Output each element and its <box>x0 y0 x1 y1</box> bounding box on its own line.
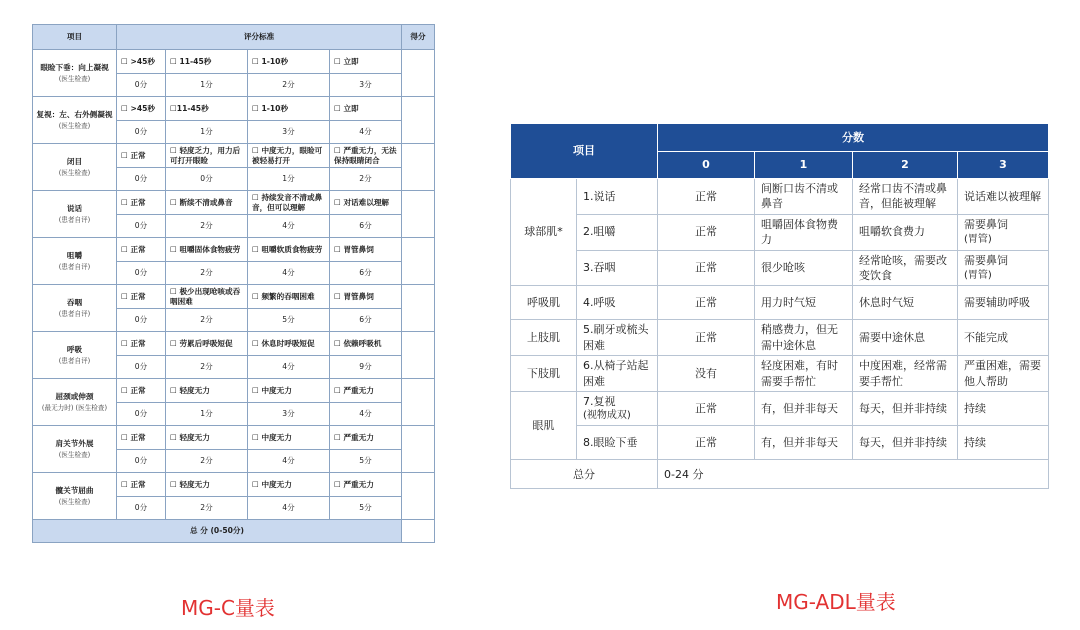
adl-score-text: 说话难以被理解 <box>964 189 1041 203</box>
mgc-option-checkbox[interactable]: ☐ 立即 <box>330 50 402 74</box>
mgc-header-criteria: 评分标准 <box>117 25 402 50</box>
adl-score-text: 严重困难，需要他人帮助 <box>964 359 1041 388</box>
mgc-points-cell: 2分 <box>166 497 248 520</box>
mgc-option-checkbox[interactable]: ☐11-45秒 <box>166 97 248 121</box>
mgc-item-name: 吞咽 <box>66 298 83 308</box>
adl-score-cell <box>755 250 853 286</box>
mgc-item-name: 髋关节屈曲 <box>55 486 94 496</box>
mgc-option-checkbox[interactable]: ☐ 胃管鼻饲 <box>330 238 402 262</box>
adl-score-cell <box>658 286 755 320</box>
adl-score-text: 稍感费力，但无需中途休息 <box>761 323 838 352</box>
adl-score-cell <box>853 391 958 425</box>
adl-score-text: 不能完成 <box>964 331 1008 345</box>
mgc-option-checkbox[interactable]: ☐ 正常 <box>117 238 166 262</box>
mgc-score-cell[interactable] <box>402 238 435 285</box>
mgc-option-checkbox[interactable]: ☐ 对话难以理解 <box>330 191 402 215</box>
mgc-score-cell[interactable] <box>402 191 435 238</box>
adl-total-value: 0-24 分 <box>658 460 1049 489</box>
adl-row <box>511 426 1049 460</box>
mgc-points-cell: 0分 <box>117 497 166 520</box>
adl-score-text: 经常呛咳，需要改变饮食 <box>859 253 947 282</box>
mgc-points-cell: 2分 <box>330 168 402 191</box>
mgc-option-row <box>33 144 435 168</box>
mgc-option-checkbox[interactable]: ☐ 轻度无力 <box>166 426 248 450</box>
mgc-points-cell: 1分 <box>166 121 248 144</box>
adl-score-cell <box>958 426 1049 460</box>
adl-score-text: 正常 <box>695 189 717 203</box>
adl-score-cell <box>658 356 755 392</box>
adl-item-label: 2.咀嚼 <box>583 225 616 239</box>
mgc-item-examiner: (医生检查) <box>58 497 91 506</box>
adl-item-cell <box>577 356 658 392</box>
mgc-option-row <box>33 379 435 403</box>
adl-score-text: 正常 <box>695 261 717 275</box>
adl-score-text: 需要中途休息 <box>859 331 925 345</box>
mgc-option-checkbox[interactable]: ☐ 严重无力 <box>330 473 402 497</box>
adl-score-text: 正常 <box>695 296 717 310</box>
mgc-option-checkbox[interactable]: ☐ 频繁的吞咽困难 <box>248 285 330 309</box>
mgc-option-row <box>33 191 435 215</box>
adl-category-cell: 上肢肌 <box>511 320 577 356</box>
mgc-header-item: 项目 <box>33 25 117 50</box>
mgc-option-checkbox[interactable]: ☐ 轻度无力 <box>166 379 248 403</box>
mgc-points-cell: 6分 <box>330 215 402 238</box>
adl-category-cell: 眼肌 <box>511 391 577 459</box>
adl-score-text: 需要鼻饲 <box>964 254 1008 268</box>
adl-score-cell <box>658 320 755 356</box>
mgc-points-cell: 2分 <box>166 450 248 473</box>
adl-item-label: 7.复视 <box>583 394 616 408</box>
adl-score-text: 没有 <box>695 366 717 380</box>
adl-category-cell: 呼吸肌 <box>511 286 577 320</box>
mgc-points-cell: 0分 <box>117 309 166 332</box>
mgc-header-score: 得分 <box>402 25 435 50</box>
adl-item-label: 6.从椅子站起困难 <box>583 359 649 388</box>
mgc-points-cell: 4分 <box>248 356 330 379</box>
mgc-option-row <box>33 426 435 450</box>
mgc-item-examiner: (患者自评) <box>58 309 91 318</box>
mgc-option-checkbox[interactable]: ☐ 休息时呼吸短促 <box>248 332 330 356</box>
adl-score-cell <box>958 286 1049 320</box>
mgc-points-cell: 0分 <box>117 262 166 285</box>
adl-score-cell <box>658 179 755 215</box>
adl-score-cell <box>853 214 958 250</box>
adl-header-row <box>511 124 1049 152</box>
mgc-points-cell: 4分 <box>248 262 330 285</box>
mgc-option-checkbox[interactable]: ☐ 严重无力 <box>330 426 402 450</box>
adl-category-cell: 球部肌* <box>511 179 577 286</box>
mgc-points-cell: 3分 <box>248 403 330 426</box>
adl-score-text: 很少呛咳 <box>761 261 805 275</box>
mgc-total-row <box>33 520 435 543</box>
mgc-option-checkbox[interactable]: ☐ >45秒 <box>117 50 166 74</box>
adl-score-cell <box>853 356 958 392</box>
adl-total-row <box>511 460 1049 489</box>
adl-item-cell <box>577 426 658 460</box>
mgc-item-name: 肩关节外展 <box>55 439 94 449</box>
adl-score-note: (胃管) <box>964 269 992 281</box>
mgc-option-row <box>33 97 435 121</box>
mgc-item-name: 说话 <box>66 204 83 214</box>
adl-item-label: 5.刷牙或梳头困难 <box>583 323 649 352</box>
mgc-option-checkbox[interactable]: ☐ 中度无力 <box>248 379 330 403</box>
mgc-item-cell <box>33 238 117 285</box>
adl-item-label: 1.说话 <box>583 189 616 203</box>
adl-row <box>511 320 1049 356</box>
mgc-item-cell <box>33 50 117 97</box>
adl-score-cell <box>755 356 853 392</box>
adl-row <box>511 356 1049 392</box>
mgc-item-cell <box>33 379 117 426</box>
mgc-total-score-cell[interactable] <box>402 520 435 543</box>
mgc-option-checkbox[interactable]: ☐ 咀嚼软质食物疲劳 <box>248 238 330 262</box>
mgc-option-checkbox[interactable]: ☐ 正常 <box>117 191 166 215</box>
adl-score-text: 间断口齿不清或鼻音 <box>761 182 838 211</box>
mgc-item-cell <box>33 144 117 191</box>
adl-category-cell: 下肢肌 <box>511 356 577 392</box>
mgc-item-examiner: (医生检查) <box>58 74 91 83</box>
mgc-option-checkbox[interactable]: ☐ 严重无力 <box>330 379 402 403</box>
mgc-points-cell: 0分 <box>117 215 166 238</box>
mgc-header-row <box>33 25 435 50</box>
mgc-points-cell: 3分 <box>248 121 330 144</box>
mgc-points-cell: 4分 <box>330 403 402 426</box>
adl-row <box>511 179 1049 215</box>
mgc-option-checkbox[interactable]: ☐ 1-10秒 <box>248 50 330 74</box>
mgc-option-checkbox[interactable]: ☐ 极少出现呛咳或吞咽困难 <box>166 285 248 309</box>
mgc-points-cell: 0分 <box>117 450 166 473</box>
adl-score-cell <box>658 426 755 460</box>
mgc-option-checkbox[interactable]: ☐ 1-10秒 <box>248 97 330 121</box>
adl-score-text: 持续 <box>964 436 986 450</box>
mg-c-caption: MG-C量表 <box>181 596 275 620</box>
mgc-option-checkbox[interactable]: ☐ 劳累后呼吸短促 <box>166 332 248 356</box>
mgc-option-checkbox[interactable]: ☐ 立即 <box>330 97 402 121</box>
adl-score-text: 正常 <box>695 225 717 239</box>
mgc-item-name: 屈颈或伸颈 <box>55 392 94 402</box>
adl-item-cell <box>577 320 658 356</box>
adl-score-text: 咀嚼软食费力 <box>859 225 925 239</box>
mgc-option-checkbox[interactable]: ☐ 轻度无力 <box>166 473 248 497</box>
adl-item-cell <box>577 179 658 215</box>
mgc-option-checkbox[interactable]: ☐ 正常 <box>117 426 166 450</box>
mgc-points-cell: 4分 <box>248 215 330 238</box>
adl-score-text: 轻度困难，有时需要手帮忙 <box>761 359 838 388</box>
adl-score-text: 经常口齿不清或鼻音，但能被理解 <box>859 182 947 211</box>
adl-item-label: 8.眼睑下垂 <box>583 436 638 450</box>
adl-item-label: 4.呼吸 <box>583 296 616 310</box>
adl-score-text: 正常 <box>695 401 717 415</box>
mgc-item-name: 复视：左、右外侧凝视 <box>36 110 113 120</box>
adl-row <box>511 391 1049 425</box>
adl-score-cell <box>853 250 958 286</box>
mgc-item-examiner: (患者自评) <box>58 356 91 365</box>
mgc-option-checkbox[interactable]: ☐ 轻度乏力，用力后可打开眼睑 <box>166 144 248 168</box>
adl-score-cell <box>853 179 958 215</box>
mgc-item-examiner: (患者自评) <box>58 262 91 271</box>
mgc-option-row <box>33 332 435 356</box>
adl-score-cell <box>958 214 1049 250</box>
mgc-item-examiner: (医生检查) <box>58 168 91 177</box>
mgc-points-cell: 5分 <box>330 497 402 520</box>
mgc-points-cell: 2分 <box>166 262 248 285</box>
mgc-total-label: 总 分 (0-50分) <box>33 520 402 543</box>
adl-score-cell <box>658 214 755 250</box>
mgc-item-cell <box>33 97 117 144</box>
mgc-option-checkbox[interactable]: ☐ 持续发音不清或鼻音，但可以理解 <box>248 191 330 215</box>
mgc-score-cell[interactable] <box>402 285 435 332</box>
mgc-option-row <box>33 285 435 309</box>
mgc-points-cell: 2分 <box>166 215 248 238</box>
mgc-score-cell[interactable] <box>402 144 435 191</box>
adl-score-cell <box>755 286 853 320</box>
mgc-points-cell: 0分 <box>117 168 166 191</box>
adl-item-cell <box>577 286 658 320</box>
mgc-option-checkbox[interactable]: ☐ >45秒 <box>117 97 166 121</box>
mgc-points-cell: 0分 <box>166 168 248 191</box>
mgc-score-cell[interactable] <box>402 379 435 426</box>
mgc-points-cell: 0分 <box>117 356 166 379</box>
mgc-points-cell: 4分 <box>248 450 330 473</box>
mgc-item-name: 呼吸 <box>66 345 83 355</box>
adl-level-0: 0 <box>658 152 755 179</box>
adl-level-3: 3 <box>958 152 1049 179</box>
mgc-item-examiner: (最无力时) (医生检查) <box>41 403 108 412</box>
mgc-option-checkbox[interactable]: ☐ 中度无力 <box>248 426 330 450</box>
mgc-points-cell: 6分 <box>330 309 402 332</box>
mgc-option-row <box>33 473 435 497</box>
adl-score-cell <box>658 250 755 286</box>
mgc-points-cell: 2分 <box>166 356 248 379</box>
mgc-score-cell[interactable] <box>402 50 435 97</box>
adl-row <box>511 286 1049 320</box>
mgc-item-cell <box>33 473 117 520</box>
adl-row <box>511 214 1049 250</box>
adl-score-text: 中度困难，经常需要手帮忙 <box>859 359 947 388</box>
mgc-points-cell: 1分 <box>248 168 330 191</box>
mgc-item-name: 闭目 <box>66 157 83 167</box>
adl-score-cell <box>958 179 1049 215</box>
mg-c-scale-table <box>32 24 435 543</box>
mgc-item-name: 眼睑下垂：向上凝视 <box>40 63 109 73</box>
adl-score-text: 有，但并非每天 <box>761 401 838 415</box>
mgc-points-cell: 0分 <box>117 121 166 144</box>
adl-score-text: 正常 <box>695 436 717 450</box>
mgc-points-cell: 4分 <box>248 497 330 520</box>
mgc-item-examiner: (医生检查) <box>58 450 91 459</box>
adl-item-note: (视物成双) <box>583 410 631 422</box>
mgc-points-cell: 1分 <box>166 74 248 97</box>
adl-score-cell <box>755 179 853 215</box>
mgc-score-cell[interactable] <box>402 473 435 520</box>
mgc-option-checkbox[interactable]: ☐ 正常 <box>117 285 166 309</box>
mg-adl-scale-table <box>510 123 1049 489</box>
adl-score-text: 每天，但并非持续 <box>859 436 947 450</box>
adl-score-text: 持续 <box>964 401 986 415</box>
mgc-points-cell: 0分 <box>117 403 166 426</box>
mgc-points-cell: 6分 <box>330 262 402 285</box>
mgc-option-checkbox[interactable]: ☐ 断续不清或鼻音 <box>166 191 248 215</box>
mgc-points-cell: 0分 <box>117 74 166 97</box>
adl-header-item: 项目 <box>511 124 658 179</box>
adl-total-label: 总分 <box>511 460 658 489</box>
mgc-score-cell[interactable] <box>402 332 435 379</box>
adl-score-text: 咀嚼固体食物费力 <box>761 217 838 247</box>
mgc-option-checkbox[interactable]: ☐ 11-45秒 <box>166 50 248 74</box>
adl-item-cell <box>577 391 658 425</box>
mgc-score-cell[interactable] <box>402 426 435 473</box>
adl-score-cell <box>755 391 853 425</box>
mgc-option-checkbox[interactable]: ☐ 正常 <box>117 144 166 168</box>
mgc-option-checkbox[interactable]: ☐ 咀嚼固体食物疲劳 <box>166 238 248 262</box>
mgc-option-checkbox[interactable]: ☐ 正常 <box>117 379 166 403</box>
adl-level-1: 1 <box>755 152 853 179</box>
mgc-item-cell <box>33 426 117 473</box>
mgc-points-cell: 9分 <box>330 356 402 379</box>
adl-score-cell <box>658 391 755 425</box>
mgc-item-examiner: (患者自评) <box>58 215 91 224</box>
mgc-option-checkbox[interactable]: ☐ 正常 <box>117 473 166 497</box>
mgc-points-cell: 2分 <box>248 74 330 97</box>
mgc-points-cell: 3分 <box>330 74 402 97</box>
mgc-item-cell <box>33 191 117 238</box>
adl-score-cell <box>958 356 1049 392</box>
mgc-item-cell <box>33 332 117 379</box>
adl-score-cell <box>755 320 853 356</box>
adl-score-text: 正常 <box>695 331 717 345</box>
mgc-option-row <box>33 50 435 74</box>
adl-score-note: (胃管) <box>964 233 992 245</box>
adl-score-text: 需要辅助呼吸 <box>964 296 1030 310</box>
mgc-option-checkbox[interactable]: ☐ 胃管鼻饲 <box>330 285 402 309</box>
mgc-score-cell[interactable] <box>402 97 435 144</box>
mgc-points-cell: 1分 <box>166 403 248 426</box>
mgc-option-checkbox[interactable]: ☐ 严重无力，无法保持眼睛闭合 <box>330 144 402 168</box>
adl-score-text: 需要鼻饲 <box>964 218 1008 232</box>
adl-item-label: 3.吞咽 <box>583 261 616 275</box>
mgc-option-checkbox[interactable]: ☐ 中度无力 <box>248 473 330 497</box>
adl-score-cell <box>755 214 853 250</box>
adl-item-cell <box>577 214 658 250</box>
mgc-points-cell: 4分 <box>330 121 402 144</box>
mgc-points-cell: 2分 <box>166 309 248 332</box>
adl-score-cell <box>853 426 958 460</box>
adl-score-cell <box>755 426 853 460</box>
adl-score-cell <box>958 250 1049 286</box>
adl-score-text: 有，但并非每天 <box>761 436 838 450</box>
adl-item-cell <box>577 250 658 286</box>
adl-score-text: 休息时气短 <box>859 296 914 310</box>
adl-score-cell <box>958 320 1049 356</box>
adl-score-text: 用力时气短 <box>761 296 816 310</box>
adl-score-cell <box>853 286 958 320</box>
mgc-option-checkbox[interactable]: ☐ 中度无力，眼睑可被轻易打开 <box>248 144 330 168</box>
adl-score-cell <box>853 320 958 356</box>
mgc-item-name: 咀嚼 <box>66 251 83 261</box>
mgc-option-checkbox[interactable]: ☐ 正常 <box>117 332 166 356</box>
mgc-points-cell: 5分 <box>248 309 330 332</box>
mgc-item-examiner: (医生检查) <box>58 121 91 130</box>
adl-row <box>511 250 1049 286</box>
mgc-option-checkbox[interactable]: ☐ 依赖呼吸机 <box>330 332 402 356</box>
mgc-item-cell <box>33 285 117 332</box>
adl-score-cell <box>958 391 1049 425</box>
mg-adl-caption: MG-ADL量表 <box>776 590 896 614</box>
adl-level-2: 2 <box>853 152 958 179</box>
adl-header-score: 分数 <box>658 124 1049 152</box>
mgc-option-row <box>33 238 435 262</box>
mgc-points-cell: 5分 <box>330 450 402 473</box>
adl-score-text: 每天，但并非持续 <box>859 401 947 415</box>
